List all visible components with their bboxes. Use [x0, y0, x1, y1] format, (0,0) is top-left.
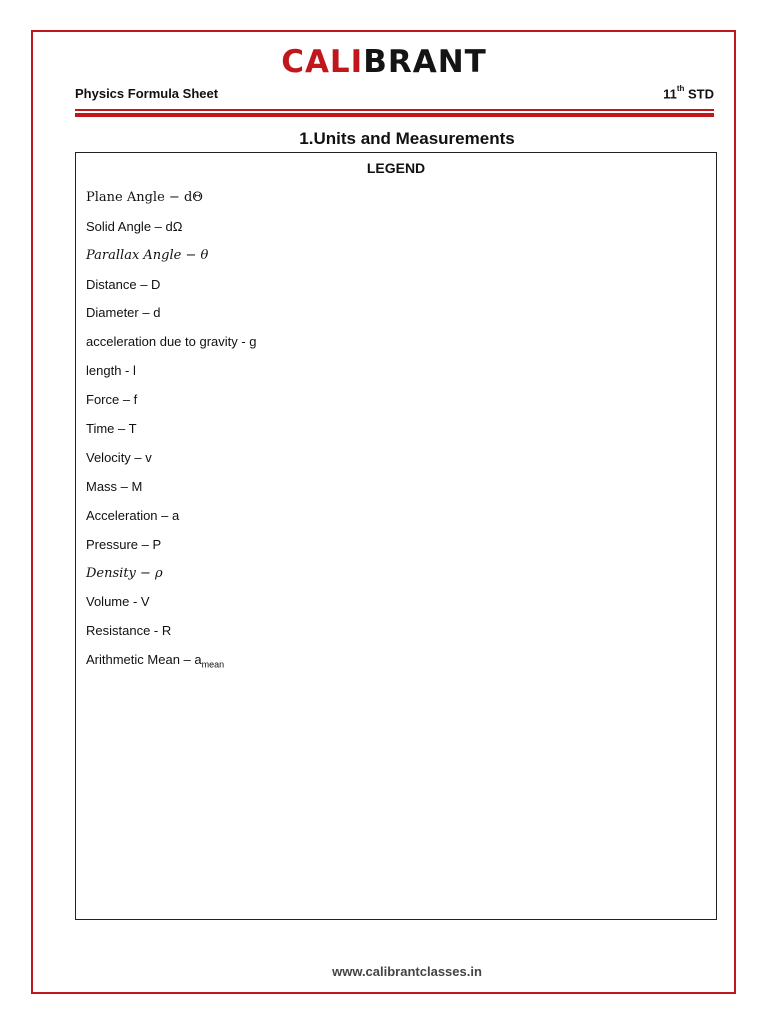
- footer-url: www.calibrantclasses.in: [332, 964, 482, 979]
- sheet-title: Physics Formula Sheet: [75, 86, 219, 101]
- legend-item-gravity: acceleration due to gravity - g: [86, 334, 257, 349]
- legend-box: [75, 152, 717, 920]
- legend-item-arithmetic-mean-subscript: mean: [201, 659, 225, 670]
- legend-item-time: Time – T: [86, 421, 137, 436]
- legend-item-length: length - l: [86, 363, 136, 378]
- legend-item-parallax-angle: Parallax Angle − θ: [86, 248, 209, 263]
- header-rule-thin: [75, 109, 714, 111]
- section-title: 1.Units and Measurements: [299, 129, 515, 148]
- grade-number: 11: [663, 86, 677, 102]
- legend-title: LEGEND: [366, 160, 426, 176]
- legend-item-density: Density − ρ: [86, 566, 163, 581]
- grade-std: STD: [688, 86, 714, 102]
- legend-item-arithmetic-mean-text: Arithmetic Mean – a: [86, 652, 202, 667]
- legend-item-mass: Mass – M: [86, 479, 143, 494]
- legend-item-solid-angle: Solid Angle – dΩ: [86, 219, 183, 234]
- brand-logo-red: CALI: [281, 44, 364, 80]
- legend-item-arithmetic-mean: [86, 652, 224, 670]
- legend-item-diameter: Diameter – d: [86, 305, 161, 320]
- legend-item-volume: Volume - V: [86, 594, 150, 609]
- legend-item-force: Force – f: [86, 392, 138, 407]
- legend-item-acceleration: Acceleration – a: [86, 508, 180, 523]
- legend-item-plane-angle: Plane Angle − dΘ: [86, 190, 203, 205]
- legend-item-velocity: Velocity – v: [86, 450, 152, 465]
- grade-label: [663, 86, 714, 101]
- brand-logo-dark: BRANT: [363, 44, 487, 80]
- legend-item-resistance: Resistance - R: [86, 623, 172, 638]
- grade-suffix: th: [676, 84, 685, 93]
- legend-item-pressure: Pressure – P: [86, 537, 162, 552]
- brand-logo: [0, 44, 768, 80]
- legend-item-distance: Distance – D: [86, 277, 161, 292]
- header-rule-thick: [75, 113, 714, 117]
